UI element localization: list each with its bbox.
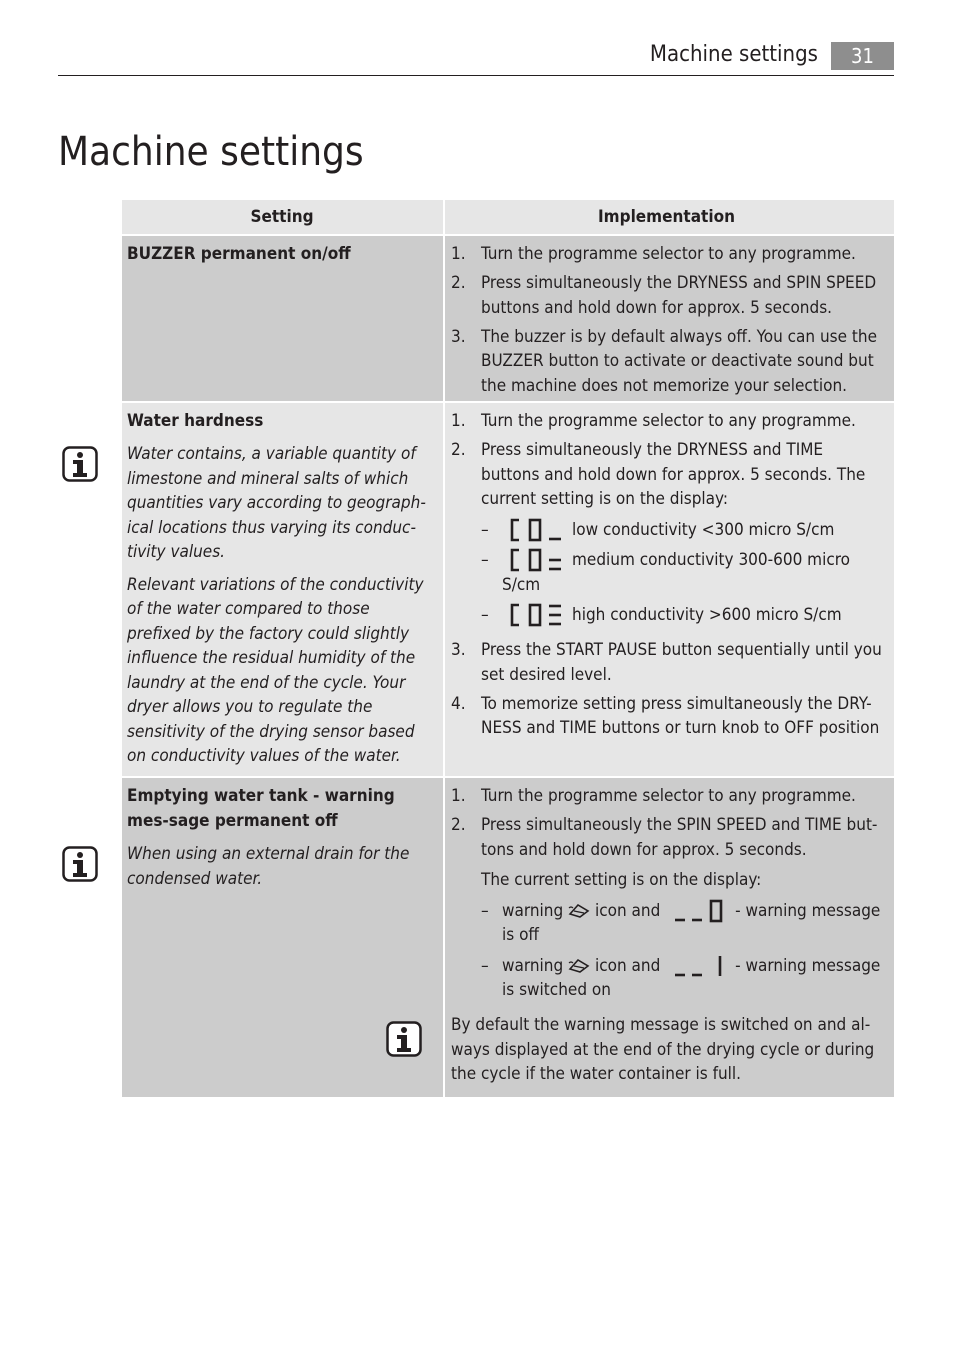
info-icon bbox=[62, 446, 98, 482]
display-c0-low-icon bbox=[510, 518, 562, 542]
list-item: 2. Press simultaneously the DRYNESS and SPIN SPEED buttons and hold down for approx. 5 seconds. bbox=[451, 273, 877, 318]
info-icon bbox=[386, 1021, 422, 1057]
water-note-1: Water contains, a variable quantity of limestone and mineral salts of which quantities vary according to geograph-ical locations thus varying its conduc-tivity values. bbox=[127, 444, 426, 562]
display-off-icon bbox=[673, 899, 725, 923]
warning-on-option: – warning icon and - warning message is switched on bbox=[481, 955, 881, 1000]
conductivity-low: – low conductivity <300 micro S/cm bbox=[481, 519, 835, 540]
list-item: 1. Turn the programme selector to any programme. bbox=[451, 244, 856, 264]
table-row-buzzer bbox=[122, 236, 894, 401]
column-header-implementation: Implementation bbox=[445, 200, 894, 234]
water-tank-warning-icon bbox=[568, 902, 590, 918]
info-icon bbox=[62, 846, 98, 882]
list-item: 2. Press simultaneously the DRYNESS and TIME buttons and hold down for approx. 5 seconds. The current setting is on the display: – low conductivity <300 micro S/cm – medium conductivity 300-600 micro S/cm – high conductivity >600 micro S/cm bbox=[451, 438, 882, 634]
page-title: Machine settings bbox=[58, 129, 364, 175]
water-note-2: Relevant variations of the conductivity of the water compared to those prefixed by the factory could slightly influence the residual humidity of the laundry at the end of the cycle. Your dryer allows you to regulate the sensitivity of the drying sensor based on conductivity values of the water. bbox=[127, 574, 424, 766]
conductivity-medium: – medium conductivity 300-600 micro S/cm bbox=[481, 550, 851, 595]
list-item: 3. Press the START PAUSE button sequentially until you set desired level. bbox=[451, 640, 882, 685]
water-steps bbox=[451, 409, 882, 741]
list-item: 4. To memorize setting press simultaneously the DRY-NESS and TIME buttons or turn knob to OFF position bbox=[451, 693, 880, 738]
setting-label-buzzer: BUZZER permanent on/off bbox=[127, 244, 351, 264]
tank-current-setting: The current setting is on the display: bbox=[481, 870, 762, 890]
buzzer-steps bbox=[451, 242, 882, 398]
list-item: 3. The buzzer is by default always off. You can use the BUZZER button to activate or deactivate sound but the machine does not memorize your selection. bbox=[451, 326, 878, 396]
table-row-water-hardness bbox=[122, 403, 894, 776]
header-rule bbox=[58, 75, 894, 76]
page-number: 31 bbox=[831, 42, 894, 70]
setting-label-water-hardness: Water hardness bbox=[127, 411, 264, 431]
display-on-icon bbox=[673, 954, 725, 978]
table-row-water-tank bbox=[122, 778, 894, 1097]
water-tank-warning-icon bbox=[568, 957, 590, 973]
tank-steps bbox=[451, 784, 882, 1009]
list-item: 1. Turn the programme selector to any programme. bbox=[451, 786, 856, 806]
running-header: Machine settings bbox=[649, 42, 818, 67]
display-c0-high-icon bbox=[510, 603, 562, 627]
conductivity-high: – high conductivity >600 micro S/cm bbox=[481, 605, 842, 625]
setting-label-water-tank: Emptying water tank - warning mes-sage permanent off bbox=[127, 786, 395, 831]
table-header-row bbox=[122, 200, 894, 234]
column-header-setting: Setting bbox=[122, 200, 443, 234]
list-item: 2. Press simultaneously the SPIN SPEED and TIME but-tons and hold down for approx. 5 seconds. The current setting is on the display: – warning icon and - warning message is off – warning icon and - warning message is switched on bbox=[451, 813, 882, 1009]
settings-table bbox=[122, 200, 894, 1097]
display-c0-medium-icon bbox=[510, 548, 562, 572]
warning-off-option: – warning icon and - warning message is off bbox=[481, 900, 881, 945]
list-item: 1. Turn the programme selector to any programme. bbox=[451, 411, 856, 431]
tank-note: When using an external drain for the condensed water. bbox=[127, 844, 410, 889]
tank-default-note: By default the warning message is switched on and al-ways displayed at the end of the drying cycle or during the cycle if the water container is full. bbox=[451, 1015, 875, 1084]
